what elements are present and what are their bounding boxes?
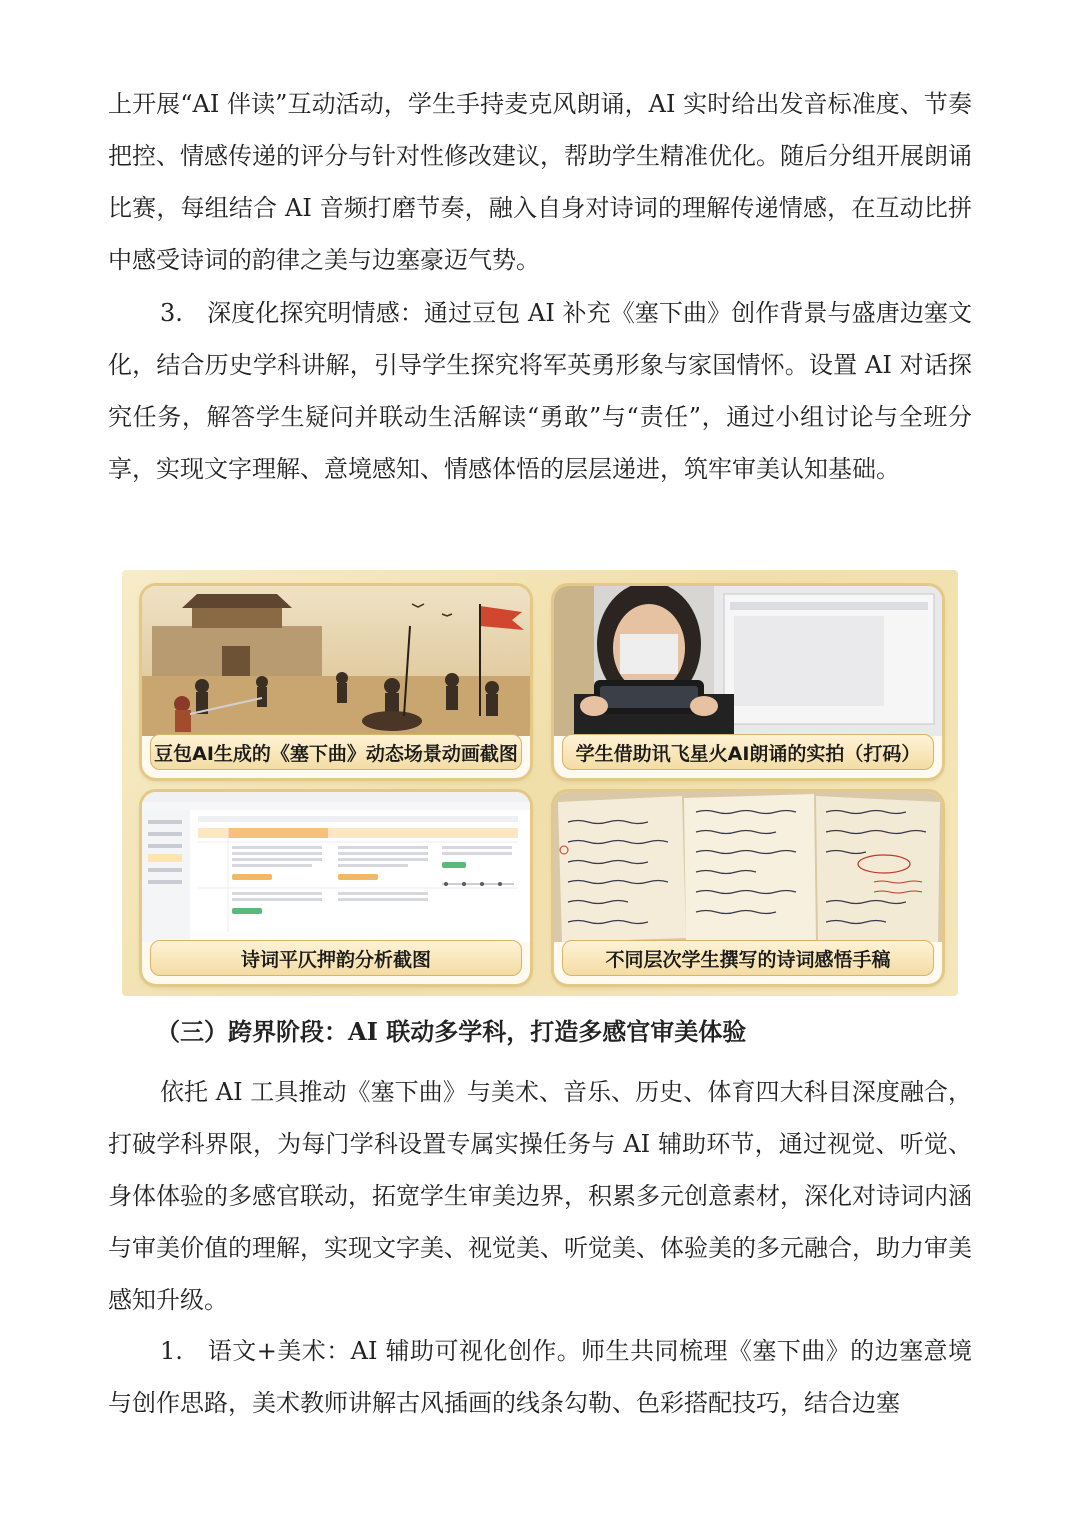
battle-scene-panel [142,586,530,778]
manuscript-panel [554,792,942,984]
intro-paragraph: 上开展“AI 伴读”互动活动，学生手持麦克风朗诵，AI 实时给出发音标准度、节奏把控、情感传递的评分与针对性修改建议，帮助学生精准优化。随后分组开展朗诵比赛，每组结合 AI 音频打磨节奏，融入自身对诗词的理解传递情感，在互动比拼中感受诗词的韵律之美与边塞豪迈气势。 [108,90,972,274]
item-1-paragraph: 1. 语文+美术：AI 辅助可视化创作。师生共同梳理《塞下曲》的边塞意境与创作思路，美术教师讲解古风插画的线条勾勒、色彩搭配技巧，结合边塞 [108,1337,972,1417]
rhyme-analysis-panel [142,792,530,984]
caption-rhyme-analysis: 诗词平仄押韵分析截图 [150,940,522,976]
handwritten-manuscripts [554,792,942,942]
rhyme-analysis-screenshot [142,792,530,942]
caption-battle-scene: 豆包AI生成的《塞下曲》动态场景动画截图 [150,734,522,770]
caption-manuscripts: 不同层次学生撰写的诗词感悟手稿 [562,940,934,976]
student-photo [554,586,942,736]
battle-scene-illustration [142,586,530,736]
caption-student-photo: 学生借助讯飞星火AI朗诵的实拍（打码） [562,734,934,770]
section-heading: （三）跨界阶段：AI 联动多学科，打造多感官审美体验 [156,1017,747,1046]
student-photo-panel [554,586,942,778]
section-paragraph: 依托 AI 工具推动《塞下曲》与美术、音乐、历史、体育四大科目深度融合，打破学科界限，为每门学科设置专属实操任务与 AI 辅助环节，通过视觉、听觉、身体体验的多感官联动，拓宽学生审美边界，积累多元创意素材，深化对诗词内涵与审美价值的理解，实现文字美、视觉美、听觉美、体验美的多元融合，助力审美感知升级。 [108,1078,972,1314]
figure-collage [122,570,958,996]
item-3-paragraph: 3. 深度化探究明情感：通过豆包 AI 补充《塞下曲》创作背景与盛唐边塞文化，结合历史学科讲解，引导学生探究将军英勇形象与家国情怀。设置 AI 对话探究任务，解答学生疑问并联动生活解读“勇敢”与“责任”，通过小组讨论与全班分享，实现文字理解、意境感知、情感体悟的层层递进，筑牢审美认知基础。 [108,299,972,483]
privacy-mask [620,634,678,674]
